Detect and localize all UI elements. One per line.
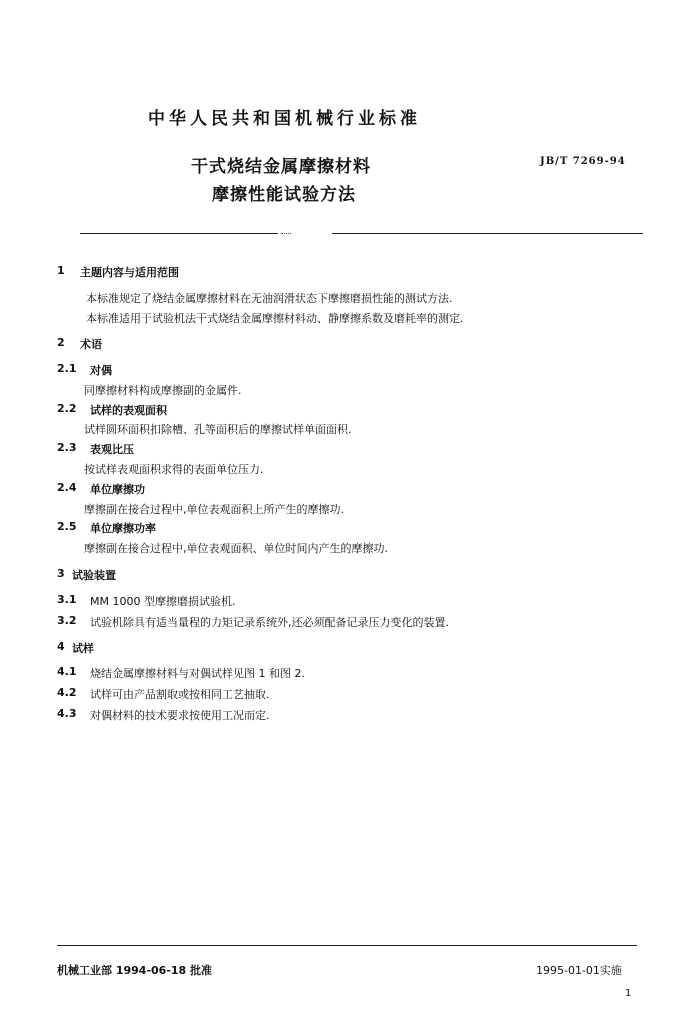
- section-4-title: 试样: [72, 642, 94, 655]
- section-2-title: 术语: [80, 338, 102, 351]
- clause-4-1-number: 4.1: [57, 665, 77, 678]
- clause-2-2-number: 2.2: [57, 402, 77, 415]
- section-2-number: 2: [57, 336, 65, 349]
- clause-2-4-text: 摩擦副在接合过程中,单位表观面积上所产生的摩擦功.: [84, 503, 344, 516]
- clause-4-3-number: 4.3: [57, 707, 77, 720]
- clause-2-3-title: 表观比压: [90, 443, 134, 456]
- clause-2-3-number: 2.3: [57, 441, 77, 454]
- clause-2-5-title: 单位摩擦功率: [90, 522, 156, 535]
- document-title-line1: 干式烧结金属摩擦材料: [191, 157, 371, 177]
- clause-2-2-title: 试样的表观面积: [90, 404, 167, 417]
- standard-code: JB/T 7269-94: [540, 156, 626, 167]
- clause-4-2-text: 试样可由产品割取或按相同工艺抽取.: [90, 688, 270, 701]
- title-divider-right: [332, 233, 643, 234]
- clause-4-1-text: 烧结金属摩擦材料与对偶试样见图 1 和图 2.: [90, 667, 305, 680]
- clause-2-4-title: 单位摩擦功: [90, 483, 145, 496]
- clause-3-2-text: 试验机除具有适当量程的力矩记录系统外,还必须配备记录压力变化的装置.: [90, 616, 449, 629]
- implementation-date: 1995-01-01实施: [536, 964, 622, 977]
- clause-3-2-number: 3.2: [57, 614, 77, 627]
- title-divider-left: [80, 233, 278, 234]
- section-3-number: 3: [57, 567, 65, 580]
- clause-2-2-text: 试样圆环面积扣除槽、孔等面积后的摩擦试样单面面积.: [84, 423, 352, 436]
- clause-2-3-text: 按试样表观面积求得的表面单位压力.: [84, 463, 264, 476]
- document-title-line2: 摩擦性能试验方法: [212, 185, 356, 205]
- section-1-paragraph-2: 本标准适用于试验机法干式烧结金属摩擦材料动、静摩擦系数及磨耗率的测定.: [86, 312, 464, 325]
- page-number: 1: [625, 988, 632, 999]
- clause-3-1-number: 3.1: [57, 593, 77, 606]
- section-3-title: 试验装置: [72, 569, 116, 582]
- footer-divider: [57, 945, 637, 946]
- standard-organization-title: 中华人民共和国机械行业标准: [148, 109, 421, 129]
- clause-2-1-text: 同摩擦材料构成摩擦副的金属件.: [84, 384, 242, 397]
- clause-2-1-number: 2.1: [57, 362, 77, 375]
- approval-date: 机械工业部 1994-06-18 批准: [57, 964, 213, 977]
- clause-3-1-text: MM 1000 型摩擦磨损试验机.: [90, 595, 236, 608]
- section-4-number: 4: [57, 640, 65, 653]
- title-divider-dots: [281, 233, 291, 234]
- section-1-title: 主题内容与适用范围: [80, 266, 179, 279]
- clause-4-2-number: 4.2: [57, 686, 77, 699]
- clause-2-5-text: 摩擦副在接合过程中,单位表观面积、单位时间内产生的摩擦功.: [84, 542, 388, 555]
- clause-2-5-number: 2.5: [57, 520, 77, 533]
- section-1-number: 1: [57, 264, 65, 277]
- clause-4-3-text: 对偶材料的技术要求按使用工况而定.: [90, 709, 270, 722]
- clause-2-4-number: 2.4: [57, 481, 77, 494]
- clause-2-1-title: 对偶: [90, 364, 112, 377]
- section-1-paragraph-1: 本标准规定了烧结金属摩擦材料在无油润滑状态下摩擦磨损性能的测试方法.: [86, 292, 453, 305]
